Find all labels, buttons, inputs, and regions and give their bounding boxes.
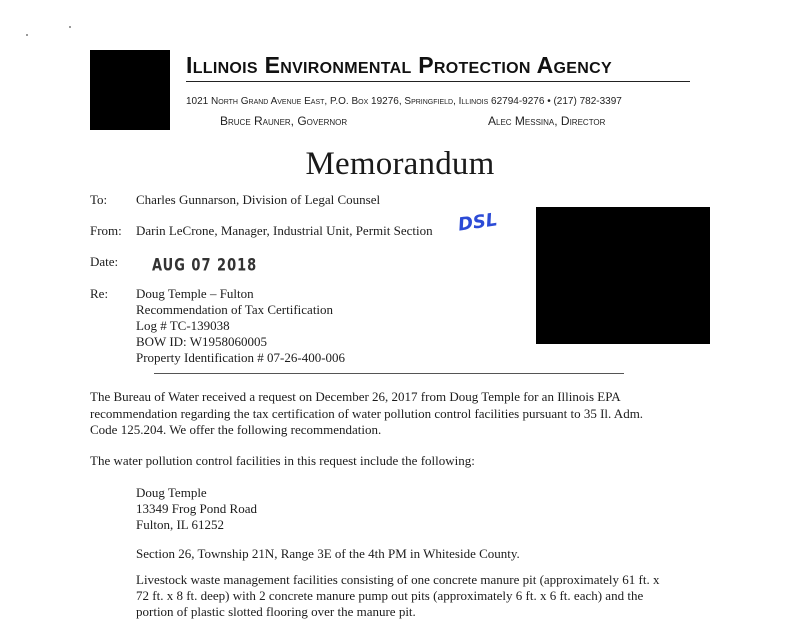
scan-speck [69,26,71,28]
applicant-address [136,485,696,533]
agency-name: Illinois Environmental Protection Agency [186,52,612,78]
redacted-logo [90,50,170,130]
description-line: portion of plastic slotted flooring over the manure pit. [136,604,416,619]
header-divider [154,373,624,374]
agency-underline [186,81,690,82]
from-value: Darin LeCrone, Manager, Industrial Unit, Permit Section [136,223,433,238]
facilities-intro: The water pollution control facilities in this request include the following: [90,453,475,468]
agency-address: 1021 North Grand Avenue East, P.O. Box 19276, Springfield, Illinois 62794-9276 • (217) 782-3397 [186,96,622,107]
governor-line: Bruce Rauner, Governor [220,114,348,128]
location-line: Section 26, Township 21N, Range 3E of the 4th PM in Whiteside County. [136,546,520,561]
director-line: Alec Messina, Director [488,114,606,128]
from-label: From: [90,223,122,238]
intro-paragraph [90,389,690,439]
paragraph-line: The Bureau of Water received a request on December 26, 2017 from Doug Temple for an Illinois EPA [90,389,621,404]
re-line: BOW ID: W1958060005 [136,334,267,349]
paragraph-line: Code 125.204. We offer the following recommendation. [90,422,382,437]
to-label: To: [90,192,108,207]
re-line: Doug Temple – Fulton [136,286,254,301]
redacted-block [536,207,710,344]
re-line: Property Identification # 07-26-400-006 [136,350,346,365]
handwritten-initials: DSL [456,209,499,236]
paragraph-line: recommendation regarding the tax certification of water pollution control facilities pursuant to 35 Il. Adm. [90,405,644,421]
re-line: Recommendation of Tax Certification [136,302,334,317]
to-value: Charles Gunnarson, Division of Legal Counsel [136,192,381,207]
date-label: Date: [90,254,119,269]
date-stamp: AUG 07 2018 [152,256,258,276]
facilities-description [136,572,696,620]
re-label: Re: [90,286,109,301]
address-line: Fulton, IL 61252 [136,517,224,532]
address-line: 13349 Frog Pond Road [136,501,257,516]
description-line: Livestock waste management facilities consisting of one concrete manure pit (approximately 61 ft. x [136,572,660,587]
re-line: Log # TC-139038 [136,318,230,333]
description-line: 72 ft. x 8 ft. deep) with 2 concrete manure pump out pits (approximately 6 ft. x 6 ft. each) and the [136,588,644,603]
memo-title: Memorandum [305,146,495,182]
scan-speck [26,34,28,36]
re-block [136,286,345,366]
address-line: Doug Temple [136,485,207,500]
